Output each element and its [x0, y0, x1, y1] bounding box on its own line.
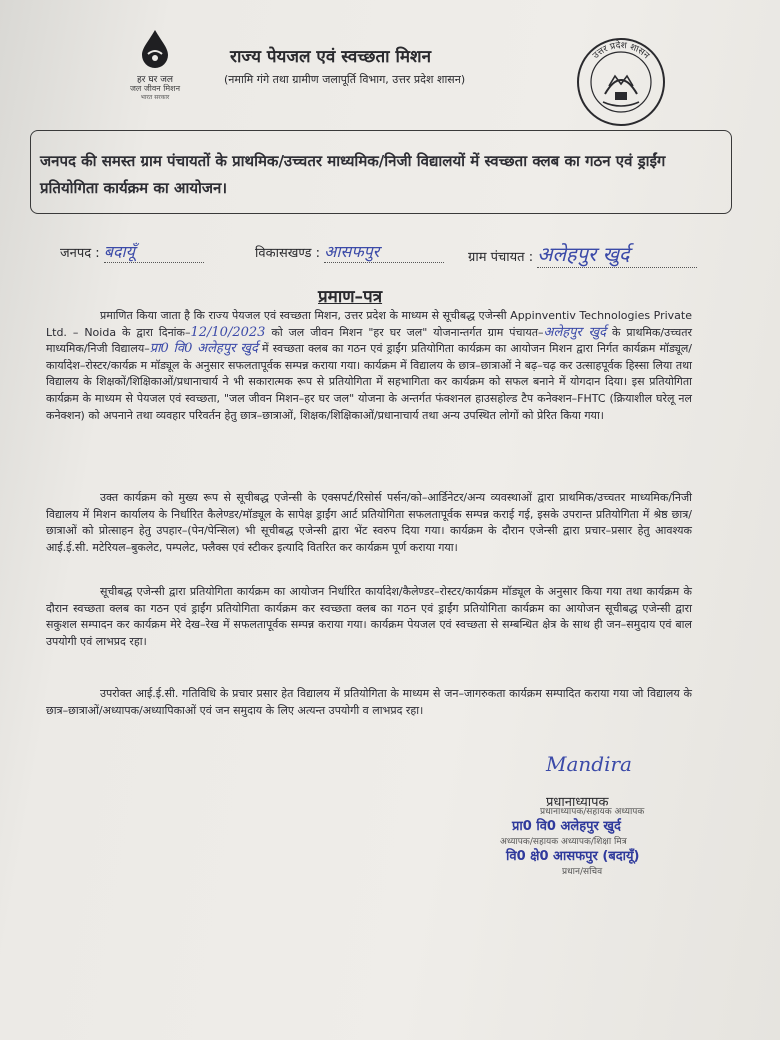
- logo-text-1: हर घर जल: [137, 75, 173, 85]
- paragraph-1: [46, 308, 692, 424]
- p1-text-a: प्रमाणित किया जाता है कि राज्य पेयजल एवं स्वच्छता मिशन, उत्तर प्रदेश के माध्यम से सूचीबद्ध एजेन्सी Appinventiv Technologies Private Ltd. – Noida के द्वारा दिनांक–: [46, 309, 692, 339]
- paragraph-4: उपरोक्त आई.ई.सी. गतिविधि के प्रचार प्रसार हेत विद्यालय में प्रतियोगिता के माध्यम से जन–जागरुकता कार्यक्रम सम्पादित कराया गया जो विद्यालय के छात्र–छात्राओं/अध्यापक/अध्यापिकाओं एवं जन समुदाय के लिए अत्यन्त उपयोगी व लाभप्रद रहा।: [46, 687, 692, 717]
- stamp-small-top: प्रधानाध्यापक/सहायक अध्यापक: [540, 807, 645, 817]
- stamp-school-line: प्रा0 वि0 अलेहपुर खुर्द: [512, 819, 621, 834]
- block-value: आसफपुर: [324, 242, 380, 261]
- topic-heading: जनपद की समस्त ग्राम पंचायतों के प्राथमिक/उच्चतर माध्यमिक/निजी विद्यालयों में स्वच्छता क्लब का गठन एवं ड्राईंग प्रतियोगिता कार्यक्रम का आयोजन।: [40, 152, 666, 197]
- gram-panchayat-label: ग्राम पंचायत :: [468, 250, 534, 265]
- water-drop-icon: [138, 28, 172, 68]
- district-value: बदायूँ: [103, 242, 135, 261]
- up-government-seal: [575, 36, 667, 128]
- p1-date: 12/10/2023: [190, 324, 266, 340]
- headmaster-signature: Mandira: [546, 752, 632, 776]
- block-field: [255, 240, 444, 263]
- paragraph-2: उक्त कार्यक्रम को मुख्य रूप से सूचीबद्ध एजेन्सी के एक्सपर्ट/रिसोर्स पर्सन/को–आर्डिनेटर/अन्य व्यवस्थाओं द्वारा प्राथमिक/उच्चतर माध्यमिक/निजी विद्यालय में मिशन कार्यालय के निर्धारित कैलेण्डर/मॉड्यूल के सापेक्ष ड्राईंग आर्ट प्रतियोगिता सफलतापूर्वक सम्पन्न कराई गई, इसके उपरान्त प्रतियोगिता में श्रेष्ठ छात्र/छात्राओं को प्रोत्साहन हेतु उपहार–(पेन/पेन्सिल) भी सूचीबद्ध एजेन्सी द्वारा भेंट स्वरुप दिया गया। कार्यक्रम के दौरान एजेन्सी द्वारा प्रचार–प्रसार हेतु आवश्यक आई.ई.सी. मटेरियल–बुकलेट, पम्पलेट, फ्लैक्स एवं स्टीकर इत्यादि वितरित कर कार्यक्रम पूर्ण कराया गया।: [46, 491, 692, 554]
- har-ghar-jal-logo: [120, 28, 190, 108]
- paragraph-3: सूचीबद्ध एजेन्सी द्वारा प्रतियोगिता कार्यक्रम का आयोजन निर्धारित कार्यादेश/कैलेण्डर–रोस्टर/कार्यक्रम मॉड्यूल के अनुसार किया गया तथा कार्यक्रम के दौरान स्वच्छता क्लब का गठन एवं ड्राईंग प्रतियोगिता कार्यक्रम कर स्वच्छता क्लब का गठन एवं ड्राईंग प्रतियोगिता कार्यक्रम का आयोजन सूचीबद्ध एजेन्सी द्वारा सकुशल सम्पादन कर कार्यक्रम मेरे देख–रेख में सफलतापूर्वक सम्पन्न कराया गया। कार्यक्रम पेयजल एवं स्वच्छता से सम्बन्धित क्षेत्र के साथ ही जन–समुदाय एवं बाल उपयोगी एवं लाभप्रद रहा।: [46, 585, 692, 648]
- stamp-block-line: वि0 क्षे0 आसफपुर (बदायूँ): [506, 849, 640, 864]
- organization-subtitle: (नमामि गंगे तथा ग्रामीण जलापूर्ति विभाग, उत्तर प्रदेश शासन): [224, 73, 466, 86]
- certificate-title: प्रमाण–पत्र: [318, 287, 383, 307]
- gram-panchayat-value: अलेहपुर खुर्द: [537, 242, 630, 266]
- stamp-small-bottom: प्रधान/सचिव: [562, 867, 603, 877]
- svg-text:उत्तर प्रदेश शासन: [591, 39, 652, 62]
- seal-text: उत्तर प्रदेश शासन: [591, 40, 651, 62]
- organization-title: राज्य पेयजल एवं स्वच्छता मिशन: [230, 47, 432, 67]
- p1-text-c: के प्राथमिक/उच्चतर माध्यमिक/निजी विद्यालय–: [46, 325, 692, 356]
- p1-text-b: को जल जीवन मिशन "हर घर जल" योजनान्तर्गत ग्राम पंचायत–: [265, 325, 544, 339]
- district-field: [60, 240, 204, 263]
- p1-school-name: प्रा0 वि0 अलेहपुर खुर्द: [149, 341, 258, 357]
- signature-role: प्रधानाध्यापक: [546, 795, 609, 810]
- school-stamp: [500, 806, 690, 878]
- logo-text-2: जल जीवन मिशन: [129, 84, 181, 93]
- p1-text-d: में स्वच्छता क्लब का गठन एवं ड्राईंग प्रतियोगिता कार्यक्रम का आयोजन मिशन द्वारा निर्गत कार्यक्रम मॉड्यूल/कार्यादेश–रोस्टर/कार्यक्र म मॉड्यूल के अनुसार सफलतापूर्वक सम्पन्न कराया गया। कार्यक्रम में विद्यालय के छात्र–छात्राओं ने बढ़–चढ़ कर उत्साहपूर्वक हिस्सा लिया तथा विद्यालय के शिक्षकों/शिक्षिकाओं/प्रधानाचार्य ने भी सकारात्मक रूप से प्रतियोगिता में सहभागिता कर कार्यक्रम को सफल बनाने में योगदान दिया। इस प्रतियोगिता कार्यक्रम के माध्यम से पेयजल एवं स्वच्छता, "जल जीवन मिशन–हर घर जल" योजना के अन्तर्गत फंक्शनल हाउसहोल्ड टैप कनेक्शन–FHTC (क्रियाशील घरेलू नल कनेक्शन) को अपनाने तथा व्यवहार परिवर्तन हेतु छात्र–छात्राओं, शिक्षक/शिक्षिकाओं/प्रधानाचार्य तथा अन्य उपस्थित लोगों को प्रेरित किया गया।: [46, 342, 692, 422]
- block-label: विकासखण्ड :: [255, 246, 321, 261]
- gram-panchayat-field: [468, 240, 697, 268]
- p1-gram-panchayat: अलेहपुर खुर्द: [543, 324, 606, 340]
- district-label: जनपद :: [60, 246, 100, 261]
- stamp-small-mid: अध्यापक/सहायक अध्यापक/शिक्षा मित्र: [500, 837, 627, 847]
- logo-text-3: भारत सरकार: [140, 94, 170, 101]
